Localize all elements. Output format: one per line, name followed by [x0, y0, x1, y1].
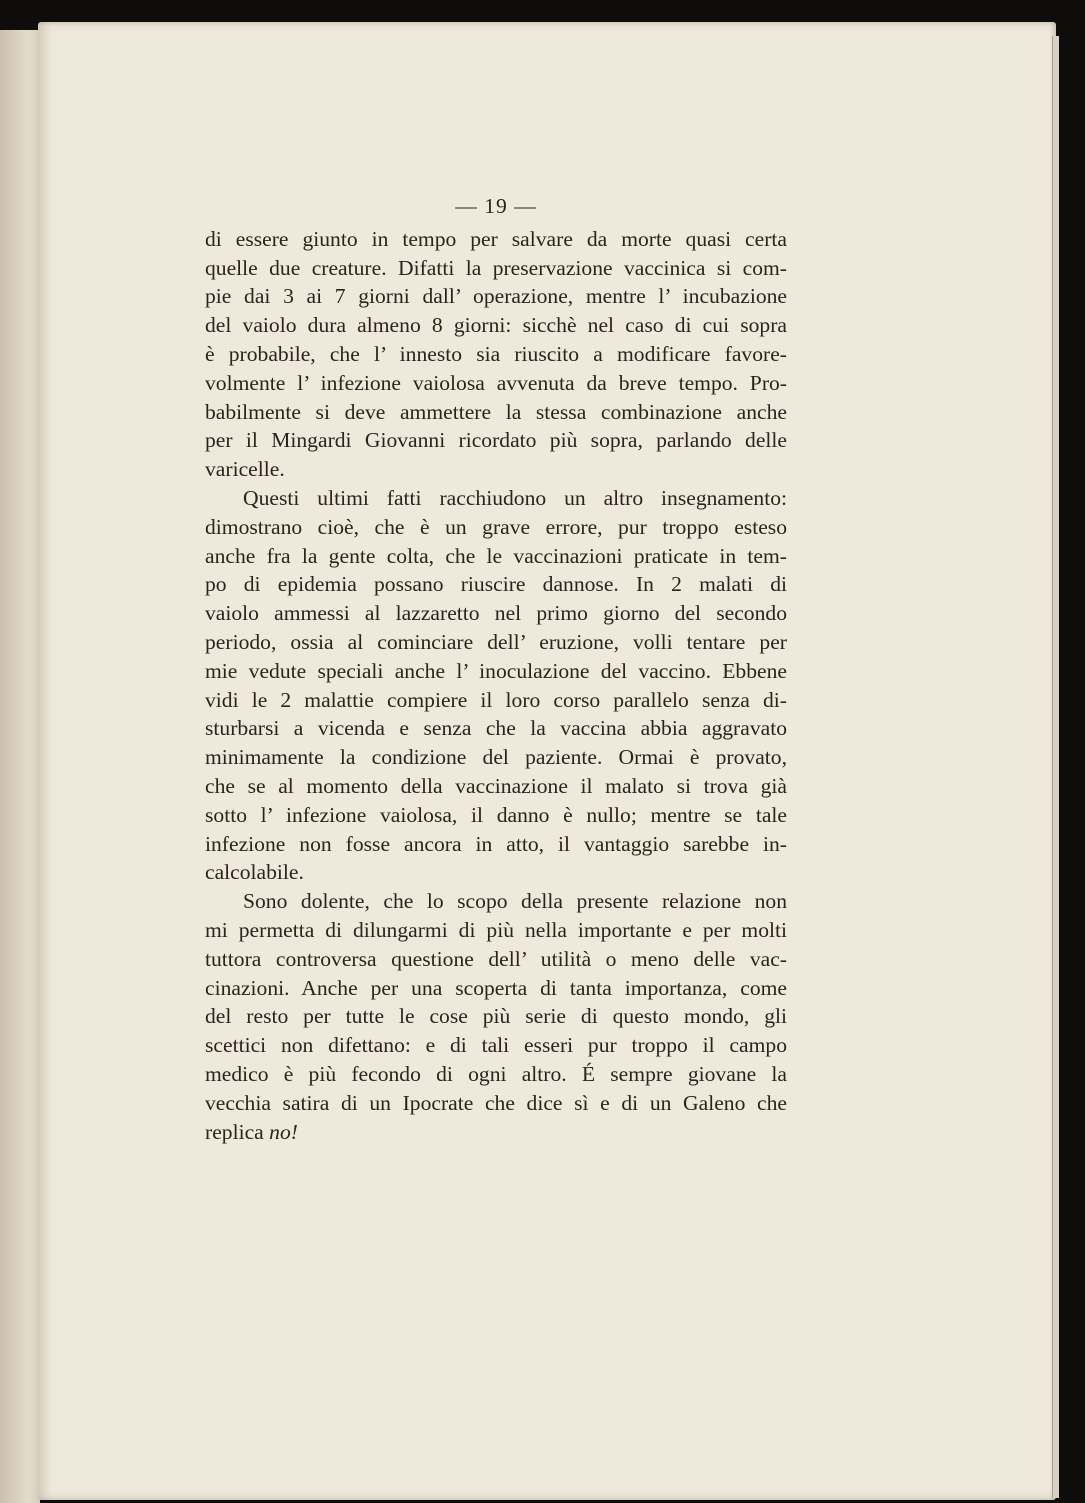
body-text — [205, 225, 787, 1147]
text-line: varicelle. — [205, 457, 285, 482]
text-line: volmente l’ infezione vaiolosa avvenuta da breve tempo. Pro- — [205, 370, 787, 395]
text-line: del vaiolo dura almeno 8 giorni: sicchè nel caso di cui sopra — [205, 313, 787, 338]
text-line: è probabile, che l’ innesto sia riuscito a modificare favore- — [205, 341, 787, 366]
text-line: del resto per tutte le cose più serie di questo mondo, gli — [205, 1004, 787, 1029]
text-line: infezione non fosse ancora in atto, il vantaggio sarebbe in- — [205, 831, 787, 856]
text-line: Questi ultimi fatti racchiudono un altro insegnamento: — [243, 485, 787, 510]
text-line: vidi le 2 malattie compiere il loro corso parallelo senza di- — [205, 687, 787, 712]
text-fragment: replica — [205, 1119, 270, 1144]
paragraph — [205, 484, 787, 887]
text-line: pie dai 3 ai 7 giorni dall’ operazione, mentre l’ incubazione — [205, 284, 787, 309]
text-line: minimamente la condizione del paziente. Ormai è provato, — [205, 745, 787, 770]
text-line: dimostrano cioè, che è un grave errore, pur troppo esteso — [205, 514, 787, 539]
text-line: mie vedute speciali anche l’ inoculazione del vaccino. Ebbene — [205, 658, 787, 683]
page-number: — 19 — — [455, 194, 537, 218]
text-line: babilmente si deve ammettere la stessa combinazione anche — [205, 399, 787, 424]
text-line: cinazioni. Anche per una scoperta di tanta importanza, come — [205, 975, 787, 1000]
text-line: anche fra la gente colta, che le vaccinazioni praticate in tem- — [205, 543, 787, 568]
text-line: mi permetta di dilungarmi di più nella importante e per molti — [205, 917, 787, 942]
paragraph — [205, 887, 787, 1146]
text-line: per il Mingardi Giovanni ricordato più sopra, parlando delle — [205, 428, 787, 453]
page-stack-edge — [1052, 36, 1059, 1498]
paragraph — [205, 225, 787, 484]
text-line: quelle due creature. Difatti la preservazione vaccinica si com- — [205, 255, 787, 280]
text-line: vecchia satira di un Ipocrate che dice sì e di un Galeno che — [205, 1090, 787, 1115]
text-line: sturbarsi a vicenda e senza che la vaccina abbia aggravato — [205, 716, 787, 741]
text-line: scettici non difettano: e di tali esseri pur troppo il campo — [205, 1033, 787, 1058]
facing-page-edge — [0, 30, 40, 1503]
text-line: periodo, ossia al cominciare dell’ eruzione, volli tentare per — [205, 629, 787, 654]
text-line — [205, 1118, 787, 1147]
text-line: Sono dolente, che lo scopo della presente relazione non — [243, 889, 787, 914]
italic-fragment: no! — [269, 1119, 298, 1144]
text-line: vaiolo ammessi al lazzaretto nel primo giorno del secondo — [205, 601, 787, 626]
page-text — [205, 192, 787, 1146]
text-line: sotto l’ infezione vaiolosa, il danno è nullo; mentre se tale — [205, 802, 787, 827]
text-line: medico è più fecondo di ogni altro. É sempre giovane la — [205, 1061, 787, 1086]
text-line: che se al momento della vaccinazione il malato si trova già — [205, 773, 787, 798]
text-line: tuttora controversa questione dell’ utilità o meno delle vac- — [205, 946, 787, 971]
text-line: calcolabile. — [205, 860, 304, 885]
text-line: di essere giunto in tempo per salvare da morte quasi certa — [205, 226, 787, 251]
text-line: po di epidemia possano riuscire dannose. In 2 malati di — [205, 572, 787, 597]
